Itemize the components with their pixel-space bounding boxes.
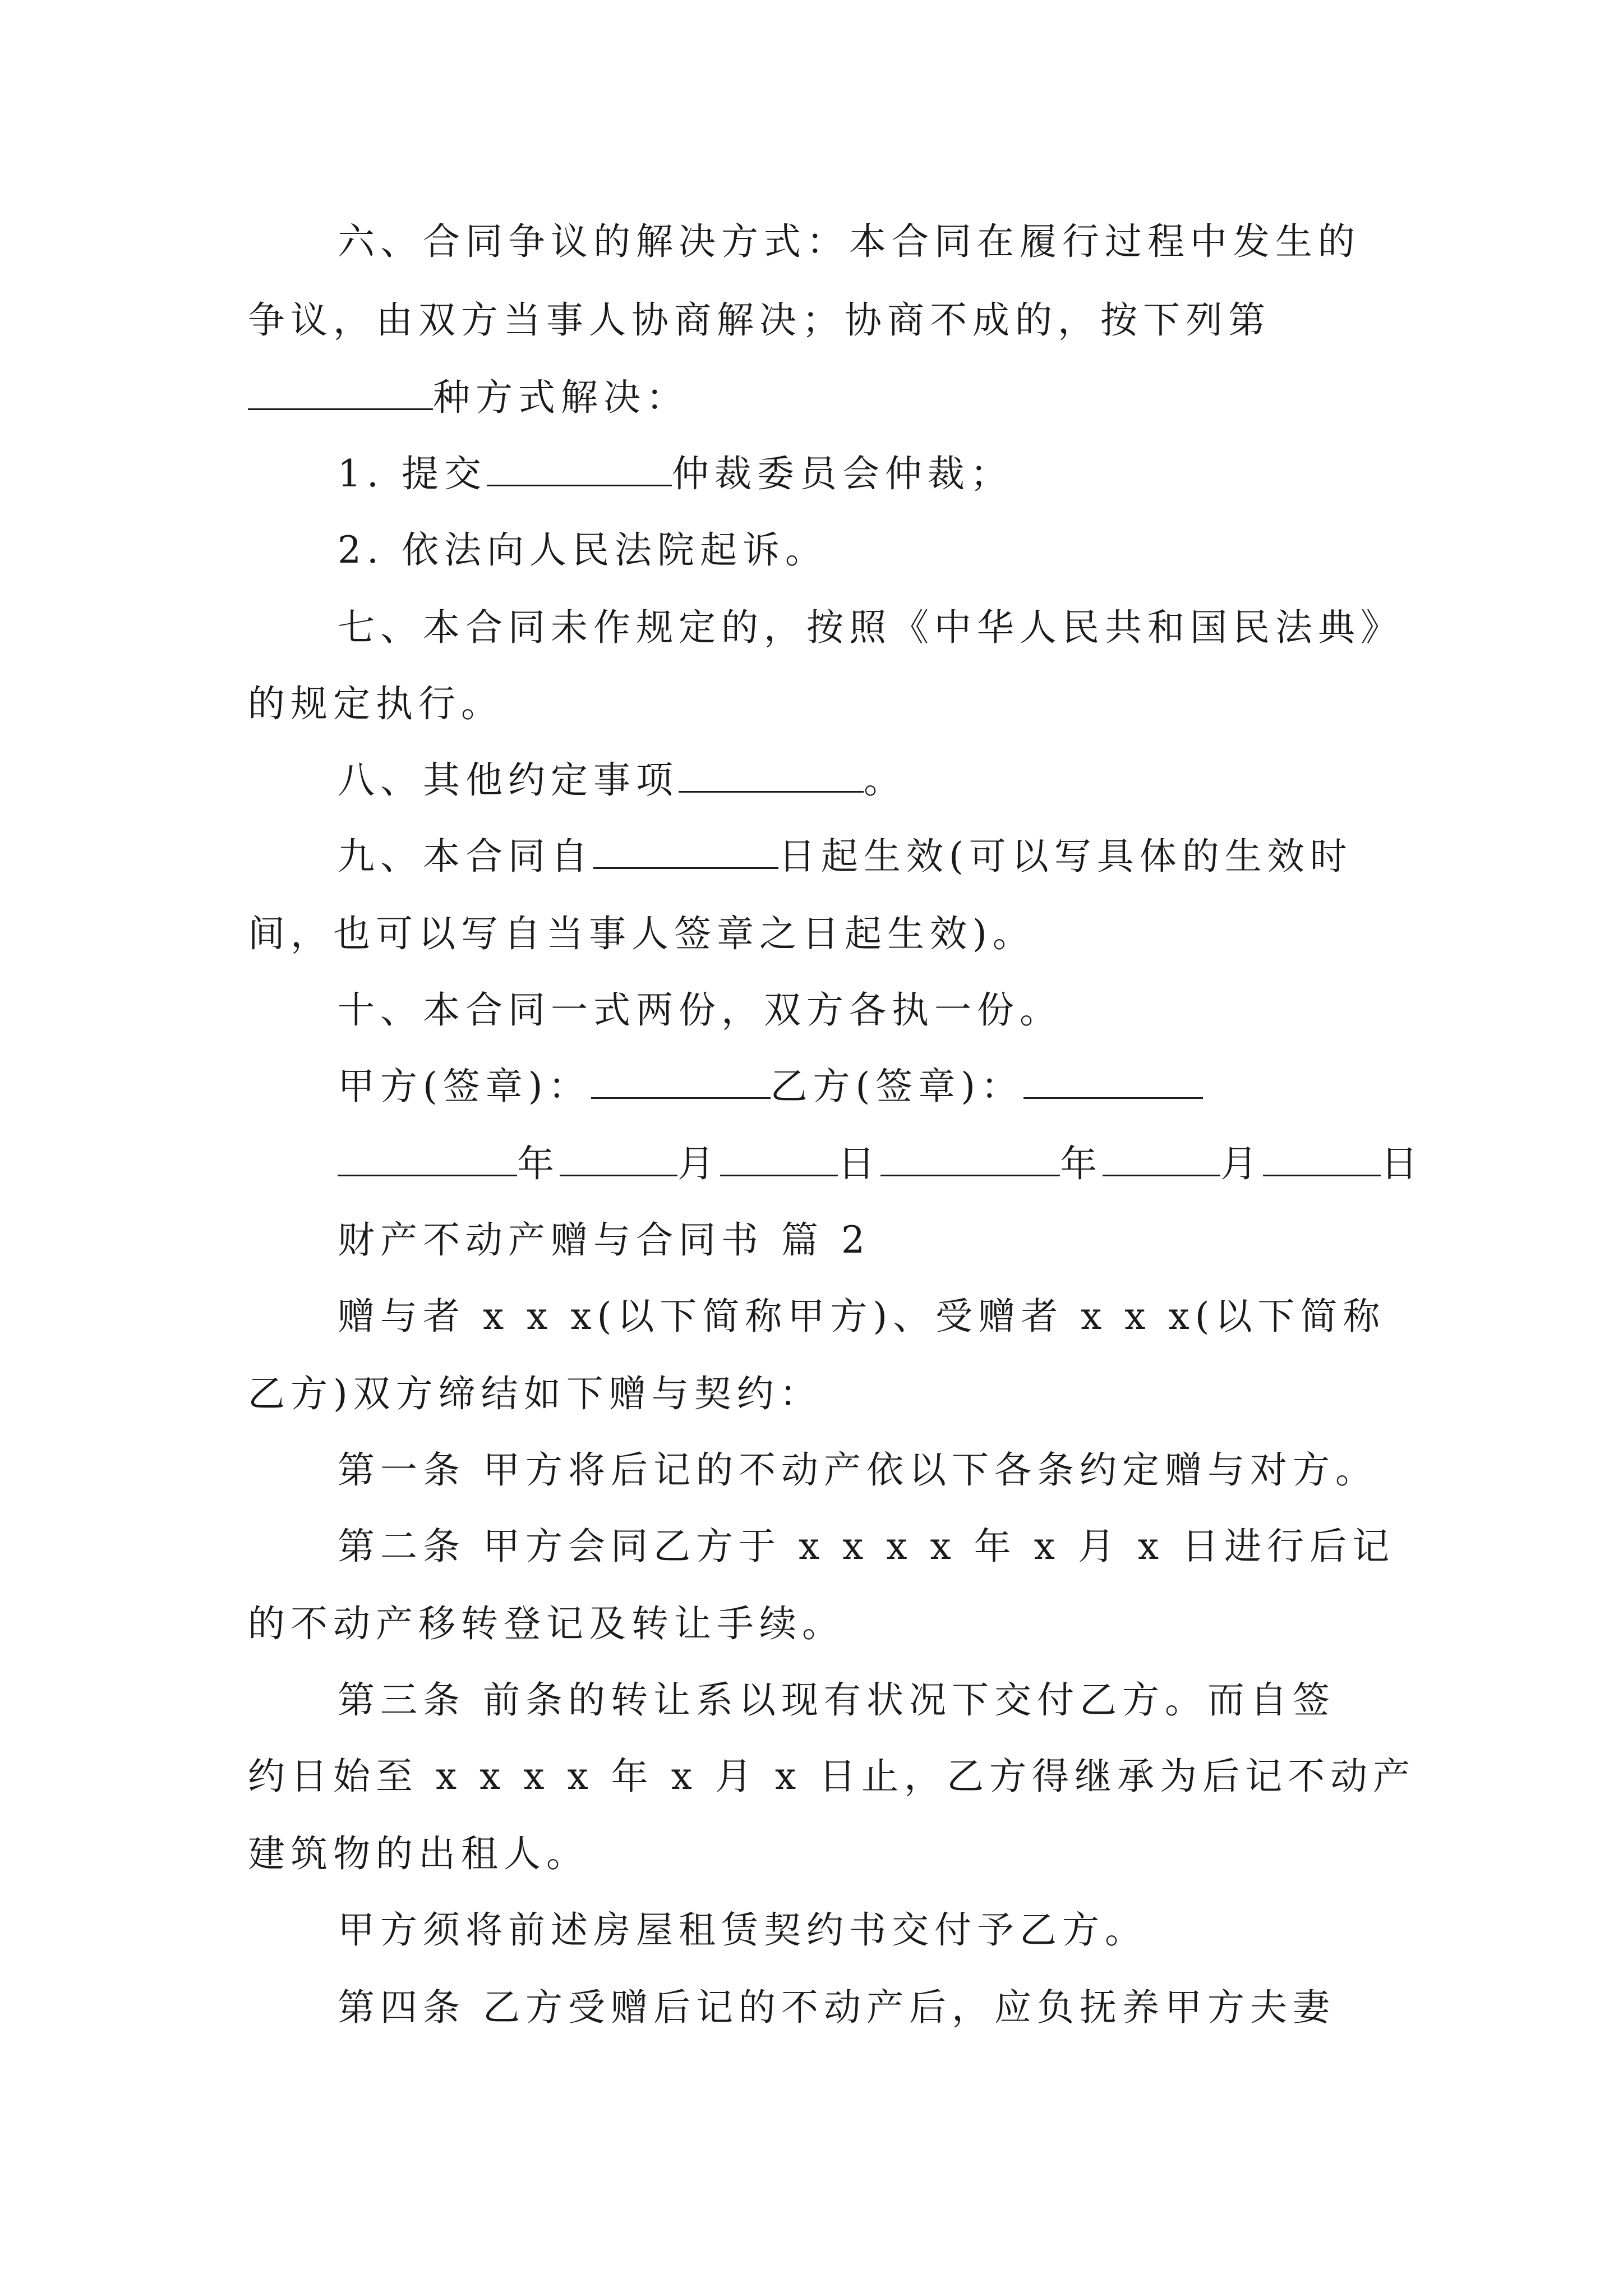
text-line: 八、其他约定事项 。 xyxy=(338,755,1487,806)
text-line: 的规定执行。 xyxy=(248,682,504,725)
signature-line: 甲方(签章)： 乙方(签章)： xyxy=(338,1061,1487,1112)
fill-blank[interactable] xyxy=(487,450,672,486)
text-line: 第四条 乙方受赠后记的不动产后，应负抚养甲方夫妻 xyxy=(338,1986,1335,2029)
text-line: 第三条 前条的转让系以现有状况下交付乙方。而自签 xyxy=(338,1678,1335,1722)
text-line: 乙方)双方缔结如下赠与契约： xyxy=(248,1372,822,1415)
day-blank[interactable] xyxy=(1263,1140,1381,1176)
year-blank[interactable] xyxy=(880,1140,1060,1176)
fill-blank[interactable] xyxy=(248,374,433,410)
text-line: 种方式解决： xyxy=(248,372,1398,423)
text-line: 赠与者 x x x(以下简称甲方)、受赠者 x x x(以下简称 xyxy=(338,1295,1386,1338)
year-blank[interactable] xyxy=(338,1140,517,1176)
text-line: 第二条 甲方会同乙方于 x x x x 年 x 月 x 日进行后记 xyxy=(338,1525,1395,1568)
month-blank[interactable] xyxy=(1103,1140,1220,1176)
text-line: 甲方须将前述房屋租赁契约书交付予乙方。 xyxy=(338,1908,1147,1952)
day-blank[interactable] xyxy=(720,1140,838,1176)
party-b-signature-blank[interactable] xyxy=(1023,1062,1203,1099)
date-line: 年 月 日 年 月 日 xyxy=(338,1139,1487,1189)
text-line: 间，也可以写自当事人签章之日起生效)。 xyxy=(248,912,1035,955)
text-line: 十、本合同一式两份，双方各执一份。 xyxy=(338,988,1062,1032)
text-line: 九、本合同自 日起生效(可以写具体的生效时 xyxy=(338,831,1487,882)
text-line: 争议，由双方当事人协商解决；协商不成的，按下列第 xyxy=(248,298,1271,342)
month-blank[interactable] xyxy=(560,1140,677,1176)
party-a-signature-blank[interactable] xyxy=(591,1062,771,1099)
text-line: 约日始至 x x x x 年 x 月 x 日止，乙方得继承为后记不动产 xyxy=(248,1755,1416,1798)
section-heading: 财产不动产赠与合同书 篇 2 xyxy=(338,1218,870,1262)
text-line: 第一条 甲方将后记的不动产依以下各条约定赠与对方。 xyxy=(338,1448,1378,1492)
text-line: 六、合同争议的解决方式：本合同在履行过程中发生的 xyxy=(338,220,1361,263)
fill-blank[interactable] xyxy=(593,832,778,869)
text-line: 的不动产移转登记及转让手续。 xyxy=(248,1602,845,1645)
text-line: 建筑物的出租人。 xyxy=(248,1832,589,1875)
text-line: 1. 提交 仲裁委员会仲裁； xyxy=(338,449,1487,499)
text-line: 七、本合同未作规定的，按照《中华人民共和国民法典》 xyxy=(338,606,1403,649)
text-line: 2. 依法向人民法院起诉。 xyxy=(338,528,828,572)
fill-blank[interactable] xyxy=(679,756,864,793)
